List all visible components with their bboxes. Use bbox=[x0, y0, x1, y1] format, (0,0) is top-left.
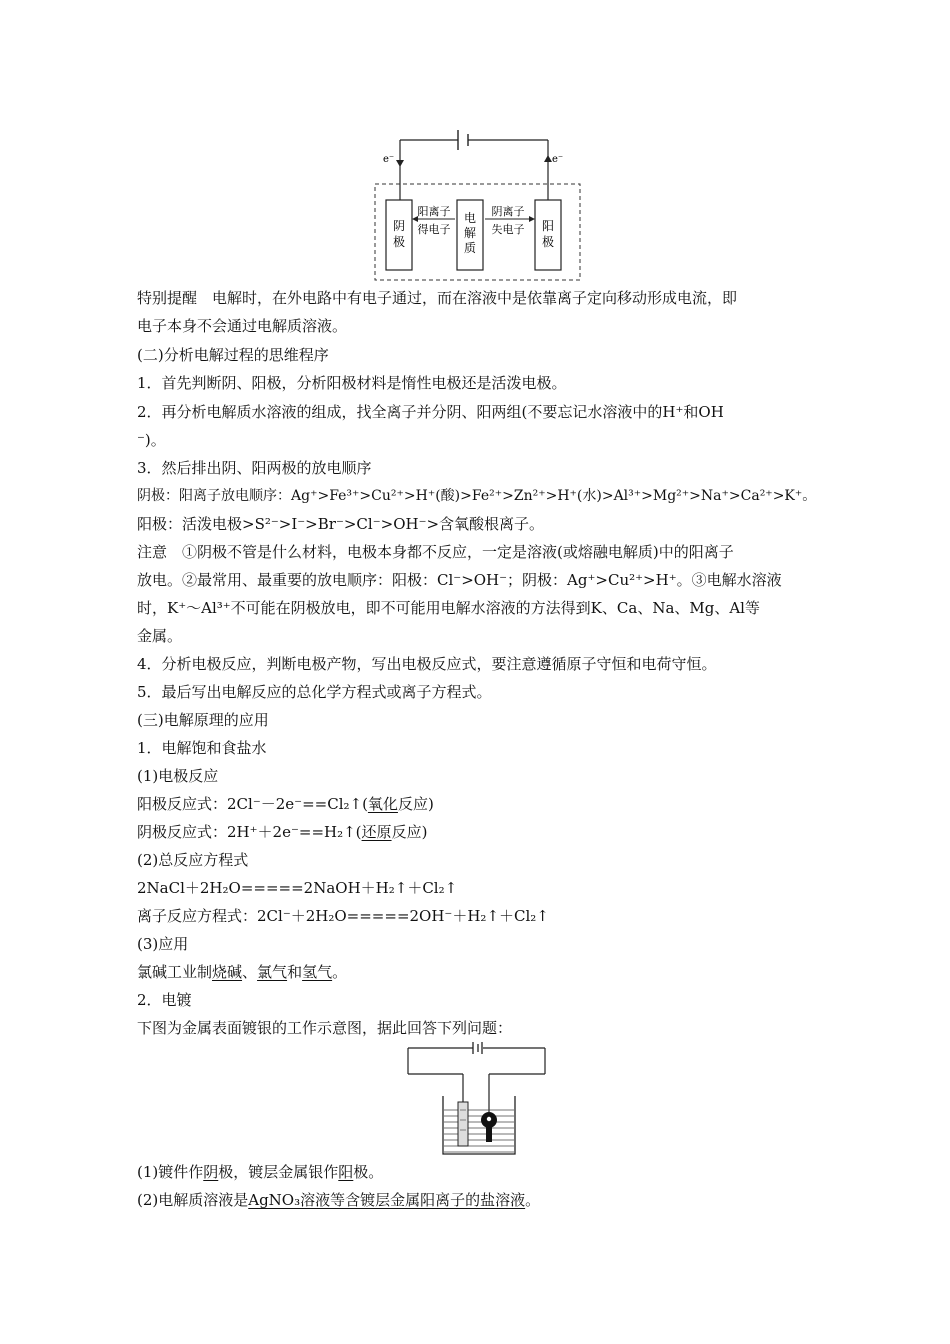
cathode-order: 阴极：阳离子放电顺序：Ag⁺>Fe³⁺>Cu²⁺>H⁺(酸)>Fe²⁺>Zn²⁺>H⁺(水)>Al³⁺>Mg²⁺>Na⁺>Ca²⁺>K⁺。 bbox=[137, 488, 817, 504]
step-4: 4．分析电极反应，判断电极产物，写出电极反应式，要注意遵循原子守恒和电荷守恒。 bbox=[137, 655, 717, 673]
answer-anode: 阳 bbox=[338, 1163, 354, 1181]
electron-label-left: e⁻ bbox=[383, 154, 395, 165]
answer-hydrogen: 氢气 bbox=[302, 963, 333, 981]
answer-cathode: 阴 bbox=[203, 1163, 219, 1181]
note-line-4: 金属。 bbox=[137, 627, 183, 645]
key-object-shaft bbox=[486, 1124, 492, 1142]
question-2: (2)电解质溶液是AgNO₃溶液等含镀层金属阳离子的盐溶液。 bbox=[137, 1191, 541, 1209]
silver-electrode bbox=[458, 1102, 468, 1146]
section-heading-2: (二)分析电解过程的思维程序 bbox=[137, 346, 329, 364]
gain-electron-label: 得电子 bbox=[417, 223, 451, 236]
electroplating-diagram-svg bbox=[405, 1040, 550, 1160]
tip-line-2: 电子本身不会通过电解质溶液。 bbox=[137, 317, 348, 335]
question-1: (1)镀件作阴极，镀层金属银作阳极。 bbox=[137, 1163, 384, 1181]
note-line-2: 放电。②最常用、最重要的放电顺序：阳极：Cl⁻>OH⁻；阴极：Ag⁺>Cu²⁺>H⁺。③电解水溶液 bbox=[137, 571, 782, 589]
step-3: 3．然后排出阴、阳两极的放电顺序 bbox=[137, 459, 372, 477]
step-1: 1．首先判断阴、阳极，分析阳极材料是惰性电极还是活泼电极。 bbox=[137, 374, 567, 392]
anode-reaction: 阳极反应式：2Cl⁻－2e⁻==Cl₂↑(氧化反应) bbox=[137, 795, 434, 813]
lose-electron-label: 失电子 bbox=[491, 223, 525, 236]
answer-electrolyte: AgNO₃溶液等含镀层金属阳离子的盐溶液 bbox=[248, 1191, 526, 1209]
ionic-equation: 离子反应方程式：2Cl⁻＋2H₂O=====2OH⁻＋H₂↑＋Cl₂↑ bbox=[137, 907, 549, 925]
electrolysis-diagram bbox=[370, 120, 585, 285]
app-1-sub-2: (2)总反应方程式 bbox=[137, 851, 249, 869]
answer-caustic-soda: 烧碱 bbox=[212, 963, 243, 981]
electrolyte-label-3: 质 bbox=[463, 241, 477, 255]
answer-chlorine: 氯气 bbox=[257, 963, 288, 981]
beaker bbox=[443, 1096, 515, 1154]
app-2-intro: 下图为金属表面镀银的工作示意图，据此回答下列问题： bbox=[137, 1019, 513, 1037]
total-equation: 2NaCl＋2H₂O=====2NaOH＋H₂↑＋Cl₂↑ bbox=[137, 879, 458, 897]
arrow-down-icon bbox=[396, 160, 404, 167]
anode-order: 阳极：活泼电极>S²⁻>I⁻>Br⁻>Cl⁻>OH⁻>含氧酸根离子。 bbox=[137, 515, 545, 533]
electroplating-diagram bbox=[405, 1040, 550, 1160]
step-5: 5．最后写出电解反应的总化学方程式或离子方程式。 bbox=[137, 683, 492, 701]
arrow-right-icon bbox=[529, 216, 535, 222]
app-1-sub-1: (1)电极反应 bbox=[137, 767, 219, 785]
app-1-sub-3: (3)应用 bbox=[137, 935, 189, 953]
cathode-reaction: 阴极反应式：2H⁺＋2e⁻==H₂↑(还原反应) bbox=[137, 823, 428, 841]
reduction-answer: 还原 bbox=[361, 823, 392, 841]
step-2: 2．再分析电解质水溶液的组成，找全离子并分阴、阳两组(不要忘记水溶液中的H⁺和OH bbox=[137, 403, 724, 421]
app-2-title: 2．电镀 bbox=[137, 991, 192, 1009]
step-2-cont: ⁻)。 bbox=[137, 431, 166, 449]
electron-label-right: e⁻ bbox=[552, 154, 564, 165]
oxidation-answer: 氧化 bbox=[367, 795, 398, 813]
note-line-1: 注意 ①阴极不管是什么材料，电极本身都不反应，一定是溶液(或熔融电解质)中的阳离子 bbox=[137, 543, 734, 561]
tip-line-1: 特别提醒 电解时，在外电路中有电子通过，而在溶液中是依靠离子定向移动形成电流，即 bbox=[137, 289, 738, 307]
anode-label-1: 阳 bbox=[541, 219, 555, 233]
anode-label-2: 极 bbox=[541, 235, 555, 249]
app-1-title: 1．电解饱和食盐水 bbox=[137, 739, 267, 757]
section-heading-3: (三)电解原理的应用 bbox=[137, 711, 269, 729]
electrolysis-diagram-svg bbox=[370, 120, 585, 285]
cathode-label-2: 极 bbox=[392, 235, 406, 249]
cation-label: 阳离子 bbox=[417, 205, 451, 218]
electrolyte-label-2: 解 bbox=[463, 226, 477, 240]
arrow-up-icon bbox=[544, 155, 552, 162]
cathode-label-1: 阴 bbox=[392, 219, 406, 233]
application-line: 氯碱工业制烧碱、氯气和氢气。 bbox=[137, 963, 348, 981]
anion-label: 阴离子 bbox=[491, 205, 525, 218]
electrolyte-label-1: 电 bbox=[463, 211, 477, 225]
solution-hatching bbox=[444, 1110, 514, 1152]
note-line-3: 时，K⁺～Al³⁺不可能在阴极放电，即不可能用电解水溶液的方法得到K、Ca、Na、Mg、Al等 bbox=[137, 599, 760, 617]
